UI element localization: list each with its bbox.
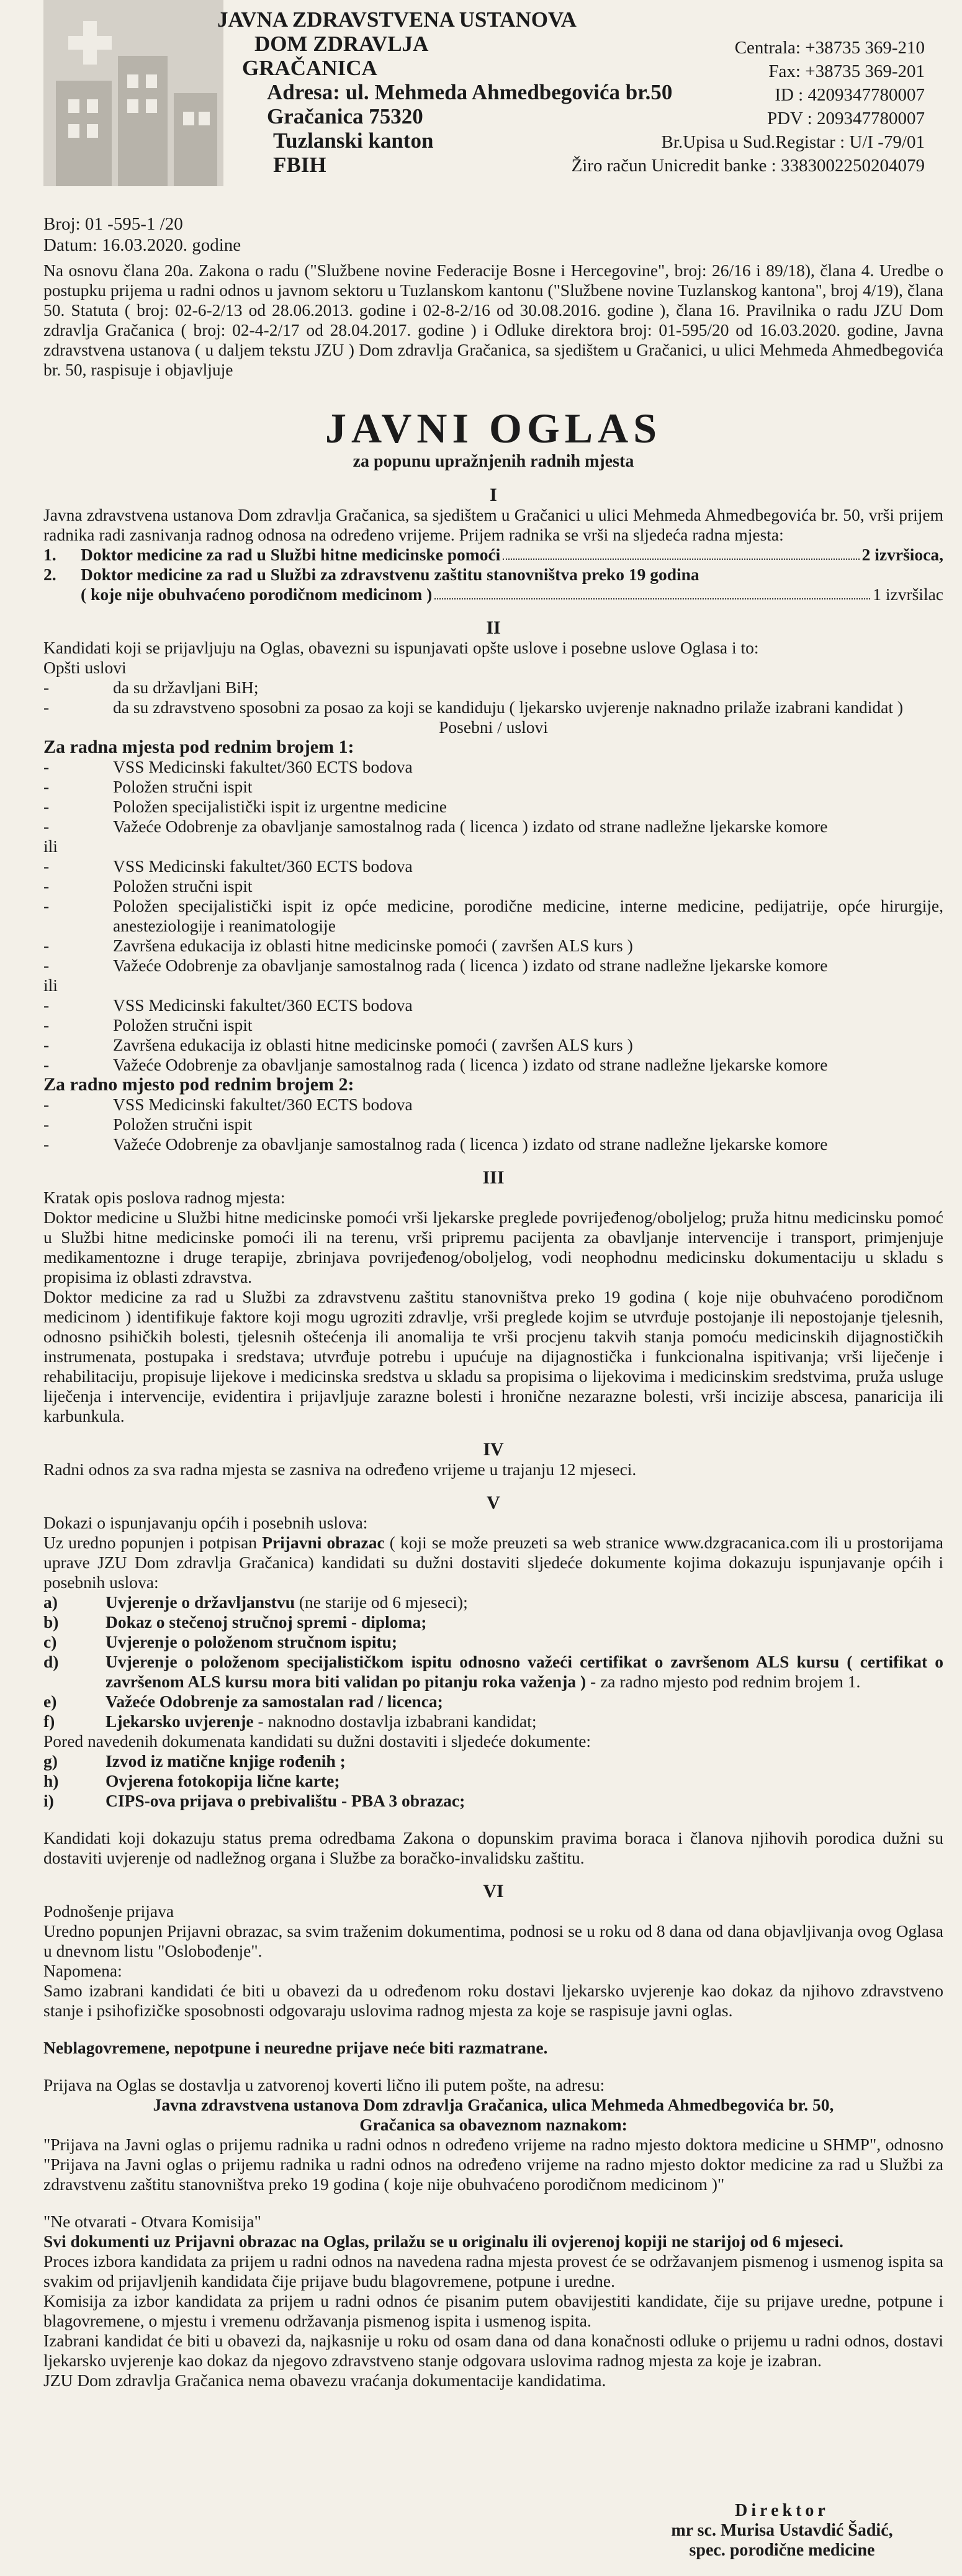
- list-item: - VSS Medicinski fakultet/360 ECTS bodova: [43, 856, 413, 876]
- notice-body: [43, 261, 943, 2390]
- section-number: IV: [483, 1439, 504, 1460]
- list-item: - Završena edukacija iz oblasti hitne medicinske pomoći ( završen ALS kurs ): [43, 1035, 633, 1054]
- additional-documents: [43, 1751, 943, 1811]
- notice-title: JAVNI OGLAS: [325, 405, 662, 452]
- contact-block: [572, 36, 925, 177]
- section-number: V: [487, 1492, 500, 1513]
- list-item: c) Uvjerenje o položenom stručnom ispitu;: [43, 1632, 397, 1651]
- list-item: a) Uvjerenje o državljanstvu (ne starije od 6 mjeseci);: [43, 1592, 468, 1612]
- evidence-intro: Uz uredno popunjen i potpisan Prijavni obrazac ( koji se može preuzeti sa web stranice www.dzgracanica.com ili u prostorijama uprave JZU Dom zdravlja Gračanica) kandidati su dužni dostaviti sljedeće dokumente kojima dokazuju ispunjavanje općih i posebnih uslova:: [43, 1533, 943, 1592]
- contact-line: Centrala: +38735 369-210: [734, 38, 925, 58]
- additional-documents-intro: Pored navedenih dokumenata kandidati su dužni dostaviti i sljedeće dokumente:: [43, 1731, 591, 1751]
- position-1: [43, 545, 943, 565]
- delivery-marking: Gračanica sa obaveznom naznakom:: [359, 2115, 627, 2134]
- signatory-title: Direktor: [735, 2501, 829, 2520]
- position-number: 1.: [43, 545, 56, 564]
- documents-requirement: Svi dokumenti uz Prijavni obrazac na Oglas, prilažu se u originalu ili ovjerenoj kopiji ne starijoj od 6 mjeseci.: [43, 2232, 843, 2251]
- position-note: ( koje nije obuhvaćeno porodičnom medicinom ): [81, 585, 433, 604]
- conditions-heading-1: Za radna mjesta pod rednim brojem 1:: [43, 737, 354, 757]
- position-count: 2 izvršioca,: [861, 545, 943, 564]
- list-item: - VSS Medicinski fakultet/360 ECTS bodova: [43, 1095, 413, 1114]
- org-line: Adresa: ul. Mehmeda Ahmedbegovića br.50: [267, 80, 673, 104]
- list-item: - Važeće Odobrenje za obavljanje samostalnog rada ( licenca ) izdato od strane nadležne ljekarske komore: [43, 1134, 828, 1154]
- commission-notice: Komisija za izbor kandidata za prijem u radni odnos će pisanim putem obavijestiti kandidate, čije su prijave uredne, potpune i blagovremene, o mjestu i vremenu održavanja pismenog ispita i usmenog ispita.: [43, 2291, 943, 2330]
- employment-duration: Radni odnos za sva radna mjesta se zasniva na određeno vrijeme u trajanju 12 mjeseci.: [43, 1460, 637, 1479]
- org-line: GRAČANICA: [242, 56, 377, 80]
- delivery-text: Prijava na Oglas se dostavlja u zatvorenoj koverti lično ili putem pošte, na adresu:: [43, 2075, 605, 2094]
- contact-line: ID : 4209347780007: [775, 85, 925, 105]
- special-conditions-heading: Posebni / uslovi: [439, 717, 548, 737]
- intro-paragraph: Na osnovu člana 20a. Zakona o radu ("Službene novine Federacije Bosne i Hercegovine", broj: 26/16 i 89/18), člana 4. Uredbe o postupku prijema u radni odnos u javnom sektoru u Tuzlanskom kantonu ("Službene novine Tuzlanskog kantona", broj 4/19), člana 50. Statuta ( broj: 02-6-2/13 od 28.06.2013. godine i 02-8-2/16 od 30.08.2016. godine ), člana 16. Pravilnika o radu JZU Dom zdravlja Gračanica ( broj: 02-4-2/17 od 28.04.2017. godine ) i Odluke direktora broj: 01-595/20 od 16.03.2020. godine, Javna zdravstvena ustanova ( u daljem tekstu JZU ) Dom zdravlja Gračanica, sa sjedištem u Gračanici, u ulici Mehmeda Ahmedbegovića br. 50, raspisuje i objavljuje: [43, 261, 943, 379]
- general-conditions-list: [43, 678, 943, 717]
- list-item: - Položen stručni ispit: [43, 876, 253, 895]
- list-item: - VSS Medicinski fakultet/360 ECTS bodova: [43, 757, 413, 776]
- submission-heading: Podnošenje prijava: [43, 1901, 174, 1921]
- list-item: - VSS Medicinski fakultet/360 ECTS bodova: [43, 995, 413, 1015]
- org-line: DOM ZDRAVLJA: [254, 32, 429, 56]
- list-item: f) Ljekarsko uvjerenje - naknodno dostavlja izbabrani kandidat;: [43, 1712, 537, 1731]
- signatory-specialty: spec. porodične medicine: [689, 2541, 875, 2560]
- list-item: - Važeće Odobrenje za obavljanje samostalnog rada ( licenca ) izdato od strane nadležne ljekarske komore: [43, 817, 828, 836]
- evidence-heading: Dokazi o ispunjavanju općih i posebnih uslova:: [43, 1513, 368, 1532]
- or-separator: ili: [43, 976, 58, 995]
- note-heading: Napomena:: [43, 1961, 122, 1980]
- org-line: JAVNA ZDRAVSTVENA USTANOVA: [217, 7, 577, 32]
- signatory-name: mr sc. Murisa Ustavdić Šadić,: [671, 2521, 893, 2540]
- list-item: - Položen stručni ispit: [43, 1015, 253, 1034]
- list-item: e) Važeće Odobrenje za samostalan rad / licenca;: [43, 1692, 443, 1711]
- documents-return-notice: JZU Dom zdravlja Gračanica nema obavezu vraćanja dokumentacije kandidatima.: [43, 2371, 606, 2390]
- section-number: II: [486, 617, 501, 638]
- list-item: h) Ovjerena fotokopija lične karte;: [43, 1771, 340, 1790]
- section-number: VI: [483, 1881, 504, 1901]
- contact-line: PDV : 209347780007: [766, 109, 925, 128]
- list-item: g) Izvod iz matične knjige rođenih ;: [43, 1751, 346, 1770]
- section-number: I: [490, 485, 497, 505]
- letterhead: [43, 0, 943, 192]
- note-text: Samo izabrani kandidati će biti u obavezi da u određenom roku dostavi ljekarsko uvjerenje kao dokaz da njihovo zdravstveno stanje i psihofizičke sposobnosti odgovaraju uslovima radnog mjesta za koje se raspisuje javni oglas.: [43, 1981, 943, 2020]
- envelope-label-text: "Prijava na Javni oglas o prijemu radnika u radni odnos n određeno vrijeme na radno mjesto doktora medicine u SHMP", odnosno "Prijava na Javni oglas o prijemu radnika u radni odnos na određeno vrijeme na radno mjesto doktor medicine za rad u Službi za zdravstvenu zaštitu stanovništva preko 19 godina ( koje nije obuhvaćeno porodičnom medicinom )": [43, 2135, 943, 2194]
- contact-line: Fax: +38735 369-201: [768, 61, 925, 81]
- reference-date: Datum: 16.03.2020. godine: [43, 235, 241, 255]
- veterans-paragraph: Kandidati koji dokazuju status prema odredbama Zakona o dopunskim pravima boraca i članova njihovih porodica dužni su dostaviti uvjerenje od nadležnog organa i Službe za boračko-invalidsku zaštitu.: [43, 1828, 943, 1867]
- list-item: - Položen stručni ispit: [43, 1115, 253, 1134]
- conditions-list-b: [43, 856, 943, 976]
- reference-number: Broj: 01 -595-1 /20: [43, 214, 183, 234]
- application-form-label: Prijavni obrazac: [262, 1533, 385, 1552]
- contact-line: Žiro račun Unicredit banke : 3383002250204079: [571, 156, 925, 176]
- conditions-list-a: [43, 757, 943, 837]
- list-item: - Položen stručni ispit: [43, 777, 253, 796]
- submission-text: Uredno popunjen Prijavni obrazac, sa svim traženim dokumentima, podnosi se u roku od 8 dana od dana objavljivanja ovog Oglasa u dnevnom listu "Oslobođenje".: [43, 1921, 943, 1960]
- general-conditions-heading: Opšti uslovi: [43, 658, 127, 677]
- list-item: - Položen specijalistički ispit iz opće medicine, porodične medicine, interne medicine, pedijatrije, opće hirurgije, anesteziologije i reanimatologije: [43, 896, 943, 935]
- section-text: Kandidati koji se prijavljuju na Oglas, obavezni su ispunjavati opšte uslove i posebne uslove Oglasa i to:: [43, 638, 759, 657]
- required-documents: [43, 1592, 943, 1731]
- signature-block: [621, 2501, 943, 2560]
- medical-certificate-notice: Izabrani kandidat će biti u obavezi da, najkasnije u roku od osam dana od dana konačnosti odluke o prijemu u radni odnos, dostavi ljekarsko uvjerenje kao dokaz da njegovo zdravstveno stanje odgovara uslovima radnog mjesta za koje je izabran.: [43, 2331, 943, 2370]
- org-line: FBIH: [273, 153, 326, 177]
- conditions-heading-2: Za radno mjesto pod rednim brojem 2:: [43, 1074, 354, 1095]
- delivery-address: Javna zdravstvena ustanova Dom zdravlja Gračanica, ulica Mehmeda Ahmedbegovića br. 50,: [153, 2095, 834, 2114]
- list-item: - Završena edukacija iz oblasti hitne medicinske pomoći ( završen ALS kurs ): [43, 936, 633, 955]
- job-description-1: Doktor medicine u Službi hitne medicinske pomoći vrši ljekarske preglede povrijeđenog/oboljelog; pruža hitnu medicinsku pomoć u Službi hitne medicinske pomoći ili na terenu, vrši pripremu pacijenta za obavljanje intervencije i transport, primjenjuje medikamentozne i druge terapije, zbrinjava povrijeđenog/oboljelog, vodi neophodnu medicinsku dokumentaciju u skladu s propisima iz oblasti zdravstva.: [43, 1208, 943, 1286]
- list-item: - da su zdravstveno sposobni za posao za koji se kandiduju ( ljekarsko uvjerenje naknadno prilaže izabrani kandidat ): [43, 698, 903, 717]
- conditions-list-d: [43, 1095, 943, 1154]
- job-description-2: Doktor medicine za rad u Službi za zdravstvenu zaštitu stanovništva preko 19 godina ( koje nije obuhvaćeno porodičnom medicinom ) identifikuje faktore koji mogu ugroziti zdravlje, vrši preglede kojim se utvrđuje postojanje ili nepostojanje tjelesnih, odnosno psihičkih bolesti, tjelesnih oštećenja ili anomalija te vrši procjenu takvih stanja pomoću medicinskih dijagnostičkih instrumenata, postupaka i sredstava; utvrđuje potrebu i upućuje na dijagnostička i funkcionalna ispitivanja; vrši liječenje i rehabilitaciju, propisuje lijekove i medicinska sredstva u skladu sa propisima o lijekovima i medicinskim sredstvima, pruža usluge liječenja i intervencije, evidentira i prijavljuje zarazne bolesti i hronične nezarazne bolesti, vrši incizije abscesa, panaricija ili karbunkula.: [43, 1287, 943, 1425]
- position-count: 1 izvršilac: [873, 585, 943, 604]
- institution-logo: [43, 0, 223, 186]
- list-item: - Važeće Odobrenje za obavljanje samostalnog rada ( licenca ) izdato od strane nadležne ljekarske komore: [43, 956, 828, 975]
- org-line: Tuzlanski kanton: [273, 128, 434, 153]
- list-item: d) Uvjerenje o položenom specijalističkom ispitu odnosno važeći certifikat o završenom ALS kursu ( certifikat o završenom ALS kursu mora biti validan po pitanju roka važenja ) - za radno mjesto pod rednim brojem 1.: [43, 1652, 943, 1691]
- or-separator: ili: [43, 837, 58, 856]
- job-description-heading: Kratak opis poslova radnog mjesta:: [43, 1188, 285, 1207]
- do-not-open-label: "Ne otvarati - Otvara Komisija": [43, 2212, 261, 2231]
- contact-line: Br.Upisa u Sud.Registar : U/I -79/01: [661, 132, 925, 152]
- conditions-list-c: [43, 995, 943, 1075]
- rejection-notice: Neblagovremene, nepotpune i neuredne prijave neće biti razmatrane.: [43, 2038, 548, 2057]
- list-item: - da su državljani BiH;: [43, 678, 259, 697]
- list-item: - Važeće Odobrenje za obavljanje samostalnog rada ( licenca ) izdato od strane nadležne ljekarske komore: [43, 1055, 828, 1074]
- position-title: Doktor medicine za rad u Službi hitne medicinske pomoći: [81, 545, 501, 564]
- section-text: Javna zdravstvena ustanova Dom zdravlja Gračanica, sa sjedištem u Gračanici u ulici Mehmeda Ahmedbegovića br. 50, vrši prijem radnika radi zasnivanja radnog odnosa na određeno vrijeme. Prijem radnika se vrši na sljedeća radna mjesta:: [43, 505, 943, 544]
- selection-process: Proces izbora kandidata za prijem u radni odnos na navedena radna mjesta provest će se održavanjem pismenog i usmenog ispita sa svakim od prijavljenih kandidata čije prijave budu blagovremene, potpune i uredne.: [43, 2251, 943, 2291]
- list-item: i) CIPS-ova prijava o prebivalištu - PBA 3 obrazac;: [43, 1791, 465, 1810]
- position-2: [43, 565, 943, 585]
- org-line: Gračanica 75320: [267, 104, 423, 128]
- notice-subtitle: za popunu upražnjenih radnih mjesta: [353, 452, 634, 471]
- position-title: Doktor medicine za rad u Službi za zdravstvenu zaštitu stanovništva preko 19 godina: [81, 565, 699, 584]
- section-number: III: [482, 1167, 505, 1188]
- position-2-cont: [43, 585, 943, 604]
- reference-block: [43, 213, 241, 256]
- list-item: b) Dokaz o stečenoj stručnoj spremi - diploma;: [43, 1612, 427, 1631]
- list-item: - Položen specijalistički ispit iz urgentne medicine: [43, 797, 447, 816]
- position-number: 2.: [43, 565, 56, 584]
